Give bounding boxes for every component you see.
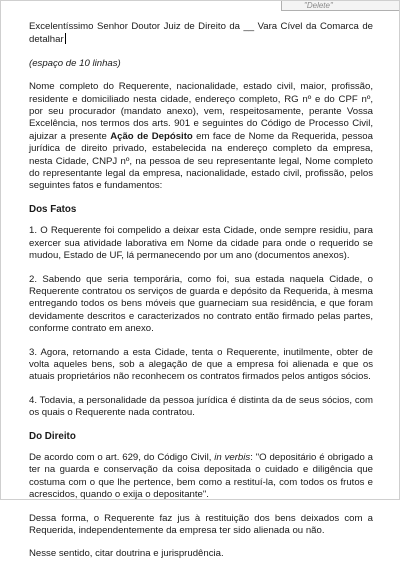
document-body[interactable]	[29, 21, 373, 572]
section-heading-facts: Dos Fatos	[29, 203, 77, 215]
intro-text-2: em face de Nome da Requerida, pessoa jurídica de direito privado, estabelecida na endereço completo da empresa, nesta Cidade, CNPJ nº, na pessoa de seu representante legal, Nome completo do representante legal da empresa, nacionalidade, estado civil, profissão, pelos seguintes fatos e fundamentos:	[29, 130, 373, 192]
intro-paragraph	[29, 81, 373, 193]
fact-paragraph-2: 2. Sabendo que seria temporária, como foi, sua estada naquela Cidade, o Requerente contratou os serviços de guarda e depósito da Requerida, à mesma entregando todos os bens móveis que guarneciam sua residência, e que foram devidamente descritos e caracterizados no contrato então firmado pelas partes, conforme contrato em anexo.	[29, 273, 373, 335]
space-note: (espaço de 10 linhas)	[29, 57, 121, 69]
court-address	[29, 21, 373, 47]
fact-paragraph-3: 3. Agora, retornando a esta Cidade, tenta o Requerente, inutilmente, obter de volta aqueles bens, sob a alegação de que a empresa foi alienada e que os atuais proprietários não reconhecem os contratos firmados pelos antigos sócios.	[29, 346, 373, 383]
law-paragraph-1	[29, 452, 373, 502]
action-name: Ação de Depósito	[110, 130, 193, 142]
fact-paragraph-1: 1. O Requerente foi compelido a deixar esta Cidade, onde sempre residiu, para exercer sua atividade laborativa em Nome da cidade para onde o requerido se mudou, Estado de UF, lá permanecendo por um ano (documentos anexos).	[29, 225, 373, 262]
intro-text-1: Nome completo do Requerente, nacionalidade, estado civil, maior, profissão, residente e domiciliado nesta cidade, endereço completo, RG nº e do CPF nº, por seu procurador (mandato anexo), vem, respeitosamente, perante Vossa Excelência, nos termos dos arts. 901 e seguintes do Código de Processo Civil, ajuizar a presente	[29, 81, 373, 142]
law-paragraph-3: Nesse sentido, citar doutrina e jurisprudência.	[29, 548, 224, 560]
law-text-2: : "O depositário é obrigado a ter na guarda e conservação da coisa depositada o cuidado e diligência que costuma com o que lhe pertence, bem como a restituí-la, com todos os frutos e acrescidos, quando o exija o depositante".	[29, 451, 373, 501]
court-address-text: Excelentíssimo Senhor Doutor Juiz de Direito da __ Vara Cível da Comarca de detalhar	[29, 21, 373, 46]
section-heading-law: Do Direito	[29, 430, 76, 442]
text-cursor	[65, 33, 66, 44]
law-paragraph-2: Dessa forma, o Requerente faz jus à restituição dos bens deixados com a Requerida, independentemente da empresa ter sido alienada ou não.	[29, 512, 373, 536]
law-latin-term: in verbis	[214, 451, 251, 463]
fact-paragraph-4: 4. Todavia, a personalidade da pessoa jurídica é distinta da de seus sócios, com os quais o Requerente nada contratou.	[29, 394, 373, 419]
law-text-1: De acordo com o art. 629, do Código Civil,	[29, 451, 215, 463]
delete-label[interactable]: "Delete"	[281, 1, 399, 11]
